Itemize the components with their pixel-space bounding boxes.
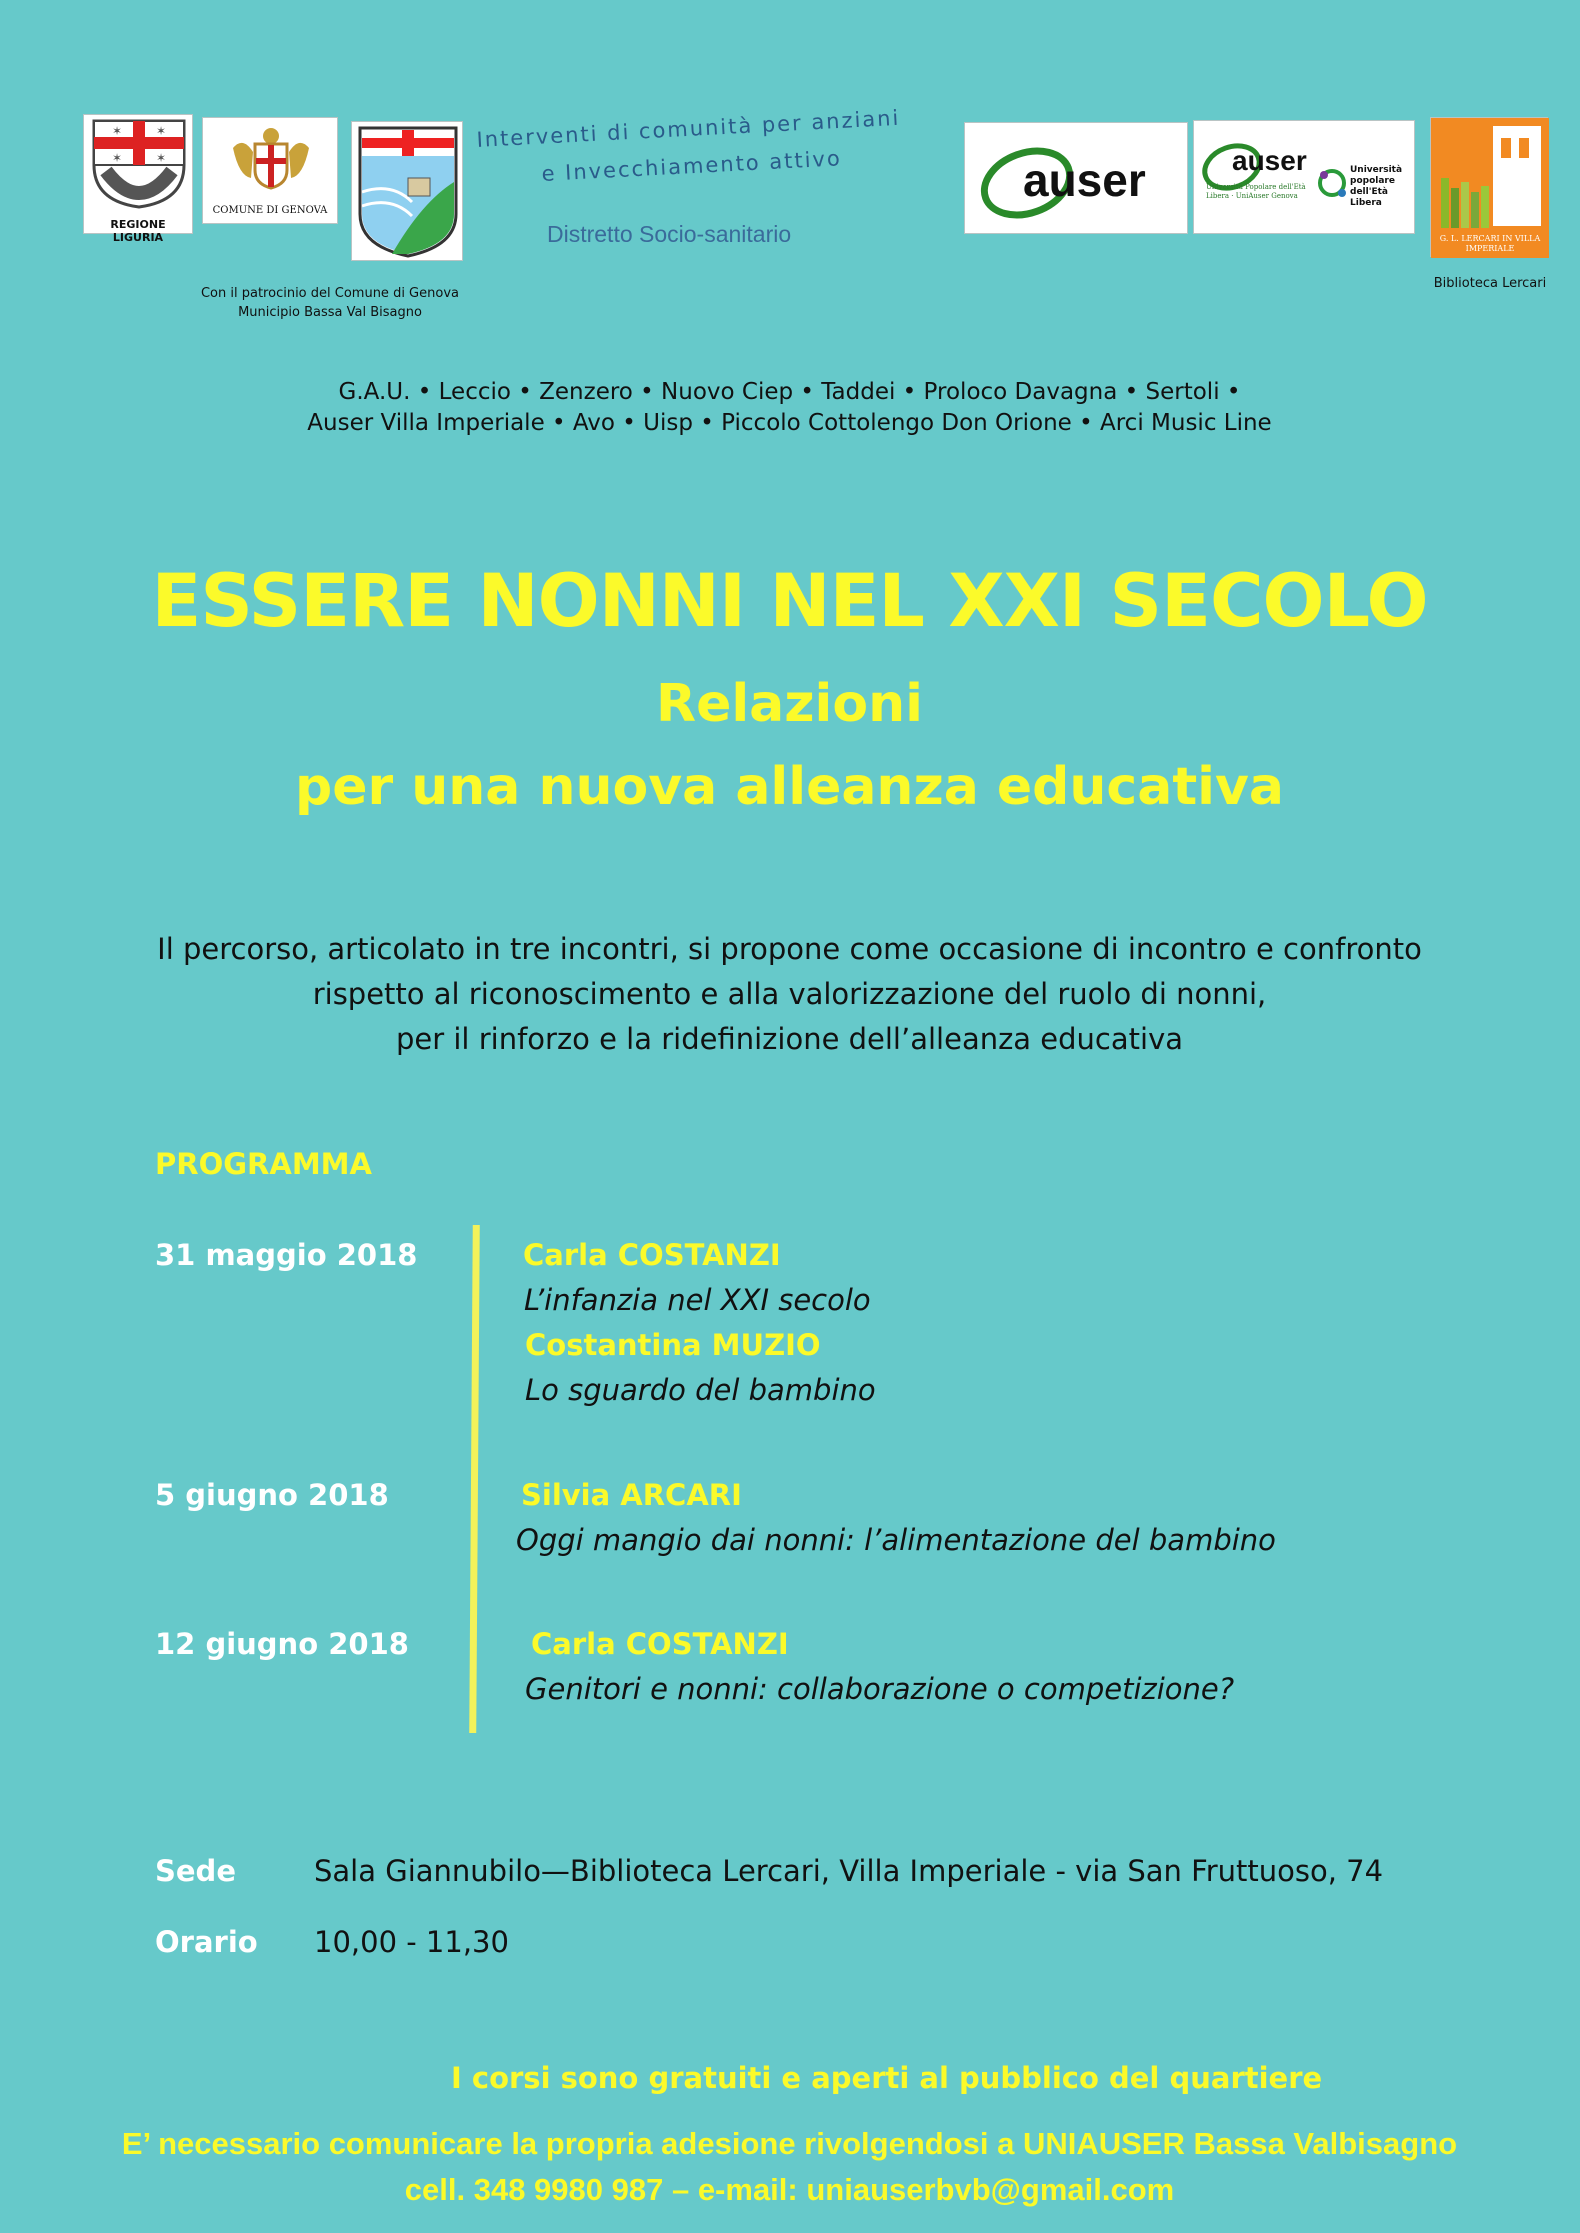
svg-text:✶: ✶: [156, 151, 167, 165]
intro-line3: per il rinforzo e la ridefinizione dell’alleanza educativa: [395, 1022, 1184, 1056]
subtitle-alleanza: per una nuova alleanza educativa: [295, 757, 1284, 817]
intro-line2: rispetto al riconoscimento e alla valorizzazione del ruolo di nonni,: [312, 977, 1267, 1011]
programma-divider: [469, 1225, 480, 1733]
event-date-3: 12 giugno 2018: [155, 1627, 409, 1661]
uniauser-logo: [1193, 120, 1415, 234]
svg-text:✶: ✶: [156, 124, 167, 138]
comune-genova-crest-icon: [203, 118, 339, 198]
biblioteca-lercari-sign: G. L. LERCARI IN VILLA IMPERIALE: [1439, 234, 1541, 253]
biblioteca-lercari-logo: [1430, 117, 1548, 257]
patrocinio-line1: Con il patrocinio del Comune di Genova: [200, 286, 459, 301]
interventi-text-line1: Interventi di comunità per anziani: [476, 105, 901, 152]
comune-genova-logo: [202, 117, 338, 224]
auser-logo-text: auser: [1023, 154, 1146, 206]
distretto-text: Distretto Socio-sanitario: [547, 221, 792, 247]
event-topic-1b: Lo sguardo del bambino: [525, 1373, 876, 1407]
main-title: ESSERE NONNI NEL XXI SECOLO: [151, 559, 1428, 644]
programma-heading: PROGRAMMA: [155, 1147, 372, 1181]
svg-text:✶: ✶: [112, 124, 123, 138]
universita-popolare-text: Università popolare dell'Età Libera: [1350, 165, 1403, 208]
comune-genova-label: COMUNE DI GENOVA: [212, 205, 328, 216]
regione-liguria-logo: [83, 114, 193, 244]
event-topic-1a: L’infanzia nel XXI secolo: [524, 1283, 871, 1317]
footer-gratuiti: I corsi sono gratuiti e aperti al pubblico del quartiere: [451, 2061, 1323, 2095]
orario-value: 10,00 - 11,30: [314, 1925, 509, 1959]
auser-logo: [964, 122, 1188, 234]
intro-line1: Il percorso, articolato in tre incontri, si propone come occasione di incontro e confronto: [157, 932, 1422, 966]
event-topic-2: Oggi mangio dai nonni: l’alimentazione del bambino: [516, 1523, 1276, 1557]
patrocinio-line2: Municipio Bassa Val Bisagno: [238, 305, 422, 320]
event-speaker-3: Carla COSTANZI: [531, 1627, 789, 1661]
event-date-1: 31 maggio 2018: [155, 1238, 418, 1272]
event-speaker-1a: Carla COSTANZI: [523, 1238, 781, 1272]
svg-text:✶: ✶: [112, 151, 123, 165]
sede-value: Sala Giannubilo—Biblioteca Lercari, Villa Imperiale - via San Fruttuoso, 74: [314, 1854, 1384, 1888]
municipio-shield-logo: [351, 121, 463, 261]
orario-label: Orario: [155, 1925, 258, 1959]
interventi-text-line2: e Invecchiamento attivo: [541, 146, 843, 186]
event-date-2: 5 giugno 2018: [155, 1478, 389, 1512]
sede-label: Sede: [155, 1854, 236, 1888]
associations-line1: G.A.U. • Leccio • Zenzero • Nuovo Ciep • Taddei • Proloco Davagna • Sertoli •: [338, 379, 1241, 405]
event-topic-3: Genitori e nonni: collaborazione o competizione?: [525, 1672, 1235, 1706]
event-speaker-2: Silvia ARCARI: [521, 1478, 742, 1512]
footer-adesione: E’ necessario comunicare la propria adesione rivolgendosi a UNIAUSER Bassa Valbisagno: [121, 2126, 1458, 2161]
subtitle-relazioni: Relazioni: [656, 674, 923, 734]
footer-contacts: cell. 348 9980 987 – e-mail: uniauserbvb@gmail.com: [404, 2172, 1175, 2207]
municipio-shield-icon: [352, 122, 464, 262]
biblioteca-lercari-caption: Biblioteca Lercari: [1433, 276, 1547, 291]
event-speaker-1b: Costantina MUZIO: [525, 1328, 821, 1362]
uniauser-logo-text: auser: [1232, 145, 1307, 176]
associations-line2: Auser Villa Imperiale • Avo • Uisp • Piccolo Cottolengo Don Orione • Arci Music Line: [307, 410, 1272, 436]
patrocinio-caption: [180, 284, 480, 322]
uniauser-logo-subtext: Università Popolare dell'Età Libera · UniAuser Genova: [1206, 183, 1306, 200]
regione-liguria-label: REGIONE LIGURIA: [110, 218, 166, 244]
regione-liguria-shield-icon: [84, 115, 194, 211]
